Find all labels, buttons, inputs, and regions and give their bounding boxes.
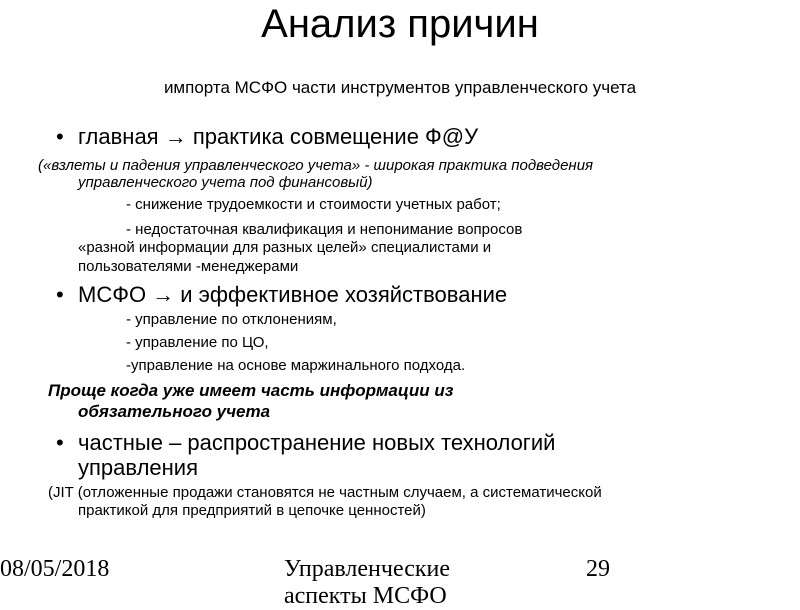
sub-item: - снижение трудоемкости и стоимости учетных работ;	[126, 196, 501, 213]
note-line: управленческого учета под финансовый)	[78, 174, 373, 191]
bullet-icon: •	[56, 124, 64, 149]
note-line: (JIT (отложенные продажи становятся не частным случаем, а систематической	[48, 484, 602, 501]
footer-date: 08/05/2018	[0, 556, 110, 582]
bullet-icon: •	[56, 430, 64, 455]
bullet-text: главная → практика совмещение Ф@У	[78, 124, 479, 149]
emphasis-line: Проще когда уже имеет часть информации из	[48, 381, 454, 400]
note-line: практикой для предприятий в цепочке ценностей)	[78, 502, 426, 519]
footer-center: аспекты МСФО	[284, 583, 447, 609]
bullet-text-continuation: управления	[78, 455, 198, 480]
page-title: Анализ причин	[261, 2, 539, 46]
sub-item: - управление по ЦО,	[126, 334, 269, 351]
emphasis-line: обязательного учета	[78, 402, 271, 421]
sub-item-continuation: пользователями -менеджерами	[78, 258, 299, 275]
bullet-item-private	[56, 430, 756, 456]
bullet-icon: •	[56, 282, 64, 307]
sub-item-continuation: «разной информации для разных целей» специалистами и	[78, 239, 492, 256]
footer-center: Управленческие	[284, 556, 450, 582]
bullet-text: частные – распространение новых технологий	[78, 430, 556, 455]
note-line: («взлеты и падения управленческого учета» - широкая практика подведения	[38, 157, 594, 174]
sub-item: - управление по отклонениям,	[126, 311, 337, 328]
bullet-item-main	[56, 124, 756, 150]
sub-item: - недостаточная квалификация и непонимание вопросов	[126, 221, 523, 238]
bullet-text: МСФО → и эффективное хозяйствование	[78, 282, 508, 307]
page-subtitle: импорта МСФО части инструментов управленческого учета	[163, 78, 637, 97]
bullet-item-msfo	[56, 282, 756, 308]
sub-item: -управление на основе маржинального подхода.	[126, 357, 466, 374]
footer-page-number: 29	[586, 556, 610, 582]
